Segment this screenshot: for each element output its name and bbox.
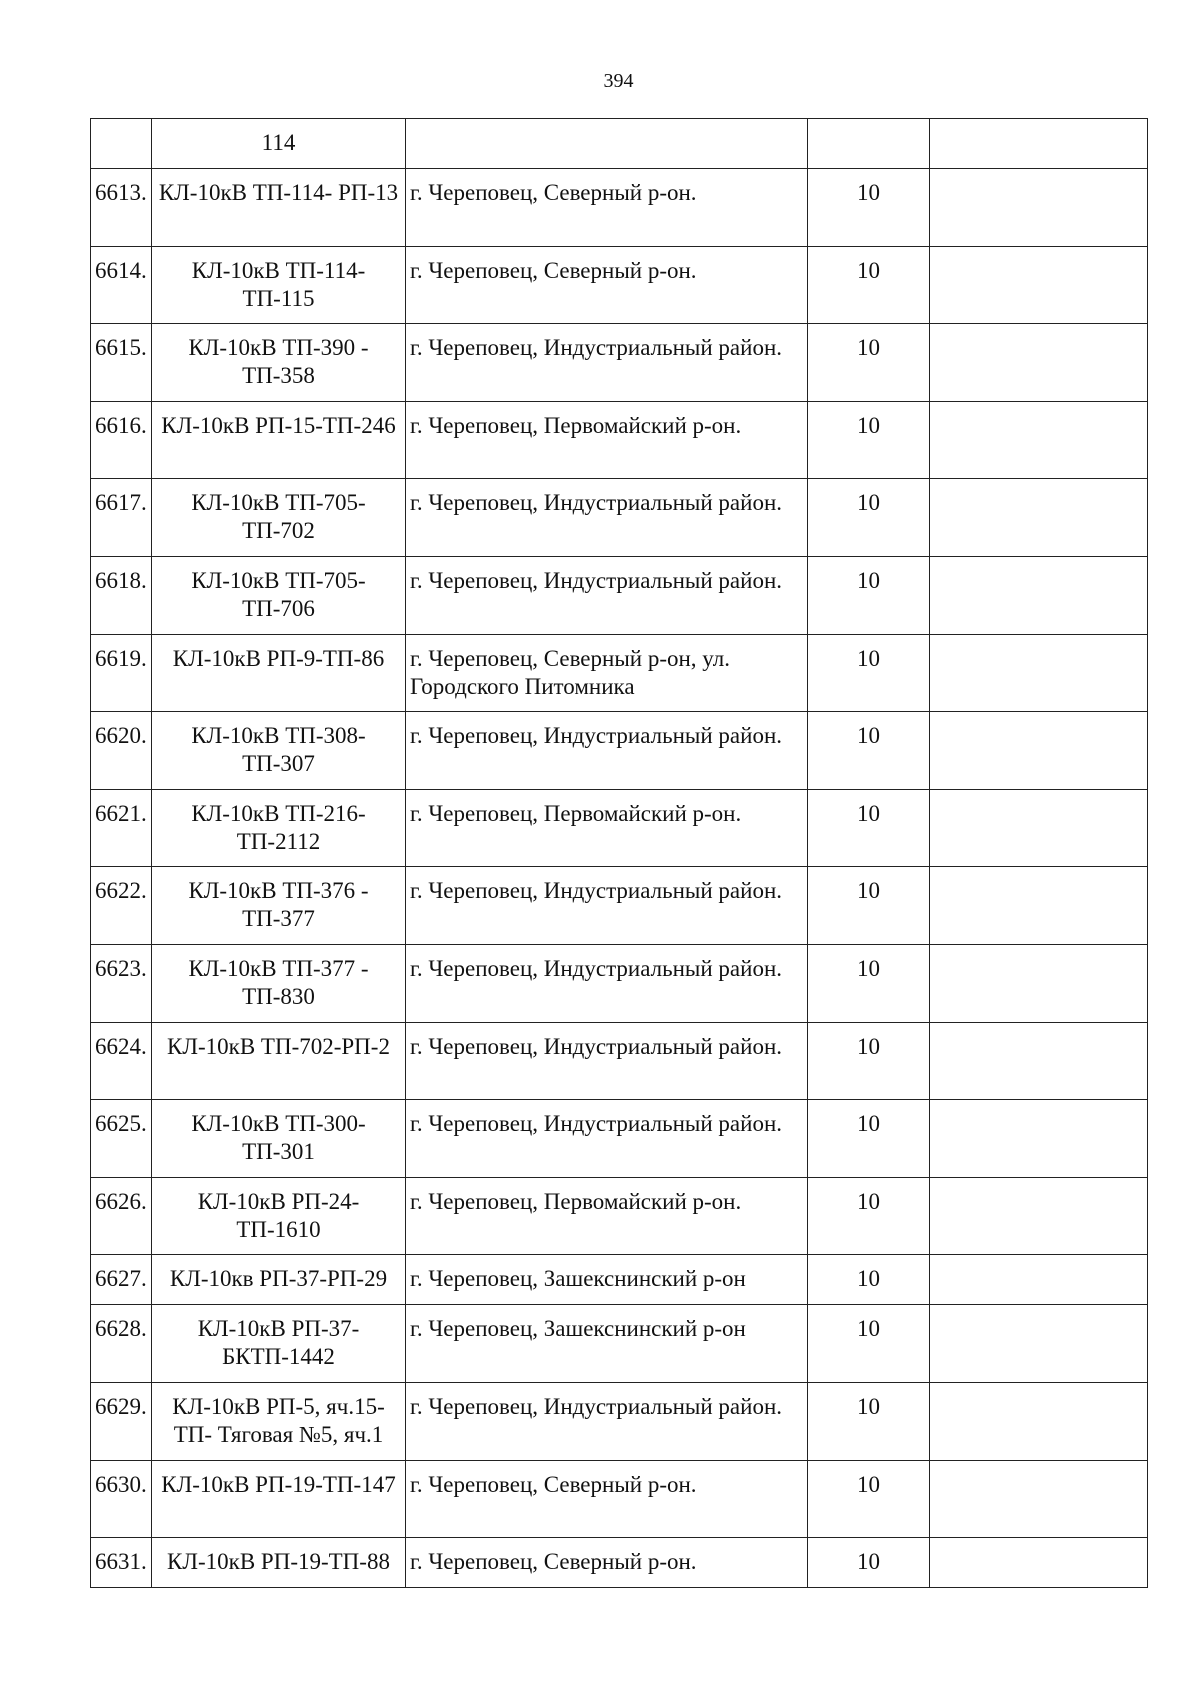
line-name-cell: КЛ-10кВ РП-9-ТП-86 bbox=[152, 634, 406, 712]
address-cell: г. Череповец, Северный р-он. bbox=[406, 1538, 808, 1588]
voltage-cell bbox=[808, 119, 930, 169]
address-cell: г. Череповец, Северный р-он. bbox=[406, 169, 808, 247]
address-cell: г. Череповец, Зашекснинский р-он bbox=[406, 1255, 808, 1305]
address-cell: г. Череповец, Индустриальный район. bbox=[406, 479, 808, 557]
note-cell bbox=[930, 169, 1148, 247]
row-number-cell: 6620. bbox=[91, 712, 152, 790]
address-cell: г. Череповец, Индустриальный район. bbox=[406, 1100, 808, 1178]
voltage-cell: 10 bbox=[808, 1100, 930, 1178]
address-cell: г. Череповец, Индустриальный район. bbox=[406, 1022, 808, 1100]
row-number-cell: 6624. bbox=[91, 1022, 152, 1100]
row-number-cell: 6616. bbox=[91, 401, 152, 479]
note-cell bbox=[930, 1538, 1148, 1588]
cable-line-registry-table bbox=[90, 118, 1148, 1588]
address-cell: г. Череповец, Северный р-он, ул. Городского Питомника bbox=[406, 634, 808, 712]
note-cell bbox=[930, 1022, 1148, 1100]
line-name-cell: КЛ-10кВ РП-19-ТП-88 bbox=[152, 1538, 406, 1588]
table-row bbox=[91, 1538, 1148, 1588]
address-cell bbox=[406, 119, 808, 169]
table-row bbox=[91, 944, 1148, 1022]
note-cell bbox=[930, 867, 1148, 945]
line-name-cell: КЛ-10кВ РП-19-ТП-147 bbox=[152, 1460, 406, 1538]
address-cell: г. Череповец, Первомайский р-он. bbox=[406, 401, 808, 479]
row-number-cell: 6629. bbox=[91, 1382, 152, 1460]
note-cell bbox=[930, 1460, 1148, 1538]
note-cell bbox=[930, 324, 1148, 402]
address-cell: г. Череповец, Индустриальный район. bbox=[406, 712, 808, 790]
line-name-cell: КЛ-10кВ ТП-376 - ТП-377 bbox=[152, 867, 406, 945]
row-number-cell: 6622. bbox=[91, 867, 152, 945]
line-name-cell: 114 bbox=[152, 119, 406, 169]
voltage-cell: 10 bbox=[808, 944, 930, 1022]
voltage-cell: 10 bbox=[808, 1460, 930, 1538]
voltage-cell: 10 bbox=[808, 867, 930, 945]
table-row-continuation bbox=[91, 119, 1148, 169]
line-name-cell: КЛ-10кВ ТП-390 - ТП-358 bbox=[152, 324, 406, 402]
note-cell bbox=[930, 1255, 1148, 1305]
table-row bbox=[91, 556, 1148, 634]
row-number-cell: 6618. bbox=[91, 556, 152, 634]
line-name-cell: КЛ-10кВ ТП-377 - ТП-830 bbox=[152, 944, 406, 1022]
row-number-cell: 6617. bbox=[91, 479, 152, 557]
line-name-cell: КЛ-10кВ РП-37-БКТП-1442 bbox=[152, 1305, 406, 1383]
address-cell: г. Череповец, Северный р-он. bbox=[406, 1460, 808, 1538]
note-cell bbox=[930, 401, 1148, 479]
note-cell bbox=[930, 944, 1148, 1022]
voltage-cell: 10 bbox=[808, 1255, 930, 1305]
table-row bbox=[91, 1382, 1148, 1460]
row-number-cell: 6621. bbox=[91, 789, 152, 867]
note-cell bbox=[930, 479, 1148, 557]
table-row bbox=[91, 479, 1148, 557]
voltage-cell: 10 bbox=[808, 401, 930, 479]
table-row bbox=[91, 789, 1148, 867]
voltage-cell: 10 bbox=[808, 324, 930, 402]
note-cell bbox=[930, 1305, 1148, 1383]
voltage-cell: 10 bbox=[808, 246, 930, 324]
line-name-cell: КЛ-10кВ ТП-705-ТП-702 bbox=[152, 479, 406, 557]
line-name-cell: КЛ-10кВ ТП-114- ТП-115 bbox=[152, 246, 406, 324]
line-name-cell: КЛ-10кВ ТП-705-ТП-706 bbox=[152, 556, 406, 634]
voltage-cell: 10 bbox=[808, 169, 930, 247]
table-row bbox=[91, 1255, 1148, 1305]
row-number-cell bbox=[91, 119, 152, 169]
voltage-cell: 10 bbox=[808, 789, 930, 867]
line-name-cell: КЛ-10кВ ТП-216-ТП-2112 bbox=[152, 789, 406, 867]
registry-table-body bbox=[91, 119, 1148, 1588]
table-row bbox=[91, 1460, 1148, 1538]
row-number-cell: 6614. bbox=[91, 246, 152, 324]
table-row bbox=[91, 1100, 1148, 1178]
voltage-cell: 10 bbox=[808, 634, 930, 712]
address-cell: г. Череповец, Первомайский р-он. bbox=[406, 1177, 808, 1255]
line-name-cell: КЛ-10кВ РП-15-ТП-246 bbox=[152, 401, 406, 479]
note-cell bbox=[930, 634, 1148, 712]
table-row bbox=[91, 401, 1148, 479]
voltage-cell: 10 bbox=[808, 479, 930, 557]
voltage-cell: 10 bbox=[808, 1022, 930, 1100]
address-cell: г. Череповец, Индустриальный район. bbox=[406, 944, 808, 1022]
page-number: 394 bbox=[603, 70, 634, 92]
table-row bbox=[91, 867, 1148, 945]
table-row bbox=[91, 1022, 1148, 1100]
table-row bbox=[91, 246, 1148, 324]
row-number-cell: 6625. bbox=[91, 1100, 152, 1178]
voltage-cell: 10 bbox=[808, 556, 930, 634]
note-cell bbox=[930, 712, 1148, 790]
table-row bbox=[91, 712, 1148, 790]
note-cell bbox=[930, 1382, 1148, 1460]
line-name-cell: КЛ-10кВ ТП-114- РП-13 bbox=[152, 169, 406, 247]
note-cell bbox=[930, 119, 1148, 169]
row-number-cell: 6623. bbox=[91, 944, 152, 1022]
row-number-cell: 6619. bbox=[91, 634, 152, 712]
row-number-cell: 6631. bbox=[91, 1538, 152, 1588]
line-name-cell: КЛ-10кВ ТП-300-ТП-301 bbox=[152, 1100, 406, 1178]
row-number-cell: 6626. bbox=[91, 1177, 152, 1255]
row-number-cell: 6630. bbox=[91, 1460, 152, 1538]
table-row bbox=[91, 324, 1148, 402]
voltage-cell: 10 bbox=[808, 1382, 930, 1460]
note-cell bbox=[930, 1177, 1148, 1255]
table-row bbox=[91, 1177, 1148, 1255]
voltage-cell: 10 bbox=[808, 1305, 930, 1383]
address-cell: г. Череповец, Первомайский р-он. bbox=[406, 789, 808, 867]
line-name-cell: КЛ-10кв РП-37-РП-29 bbox=[152, 1255, 406, 1305]
voltage-cell: 10 bbox=[808, 1538, 930, 1588]
table-row bbox=[91, 1305, 1148, 1383]
voltage-cell: 10 bbox=[808, 1177, 930, 1255]
address-cell: г. Череповец, Зашекснинский р-он bbox=[406, 1305, 808, 1383]
address-cell: г. Череповец, Северный р-он. bbox=[406, 246, 808, 324]
address-cell: г. Череповец, Индустриальный район. bbox=[406, 867, 808, 945]
table-row bbox=[91, 169, 1148, 247]
line-name-cell: КЛ-10кВ ТП-308-ТП-307 bbox=[152, 712, 406, 790]
address-cell: г. Череповец, Индустриальный район. bbox=[406, 324, 808, 402]
line-name-cell: КЛ-10кВ РП-24-ТП-1610 bbox=[152, 1177, 406, 1255]
table-row bbox=[91, 634, 1148, 712]
line-name-cell: КЛ-10кВ РП-5, яч.15-ТП- Тяговая №5, яч.1 bbox=[152, 1382, 406, 1460]
row-number-cell: 6627. bbox=[91, 1255, 152, 1305]
address-cell: г. Череповец, Индустриальный район. bbox=[406, 1382, 808, 1460]
note-cell bbox=[930, 556, 1148, 634]
row-number-cell: 6628. bbox=[91, 1305, 152, 1383]
address-cell: г. Череповец, Индустриальный район. bbox=[406, 556, 808, 634]
voltage-cell: 10 bbox=[808, 712, 930, 790]
note-cell bbox=[930, 246, 1148, 324]
row-number-cell: 6613. bbox=[91, 169, 152, 247]
line-name-cell: КЛ-10кВ ТП-702-РП-2 bbox=[152, 1022, 406, 1100]
note-cell bbox=[930, 789, 1148, 867]
note-cell bbox=[930, 1100, 1148, 1178]
row-number-cell: 6615. bbox=[91, 324, 152, 402]
